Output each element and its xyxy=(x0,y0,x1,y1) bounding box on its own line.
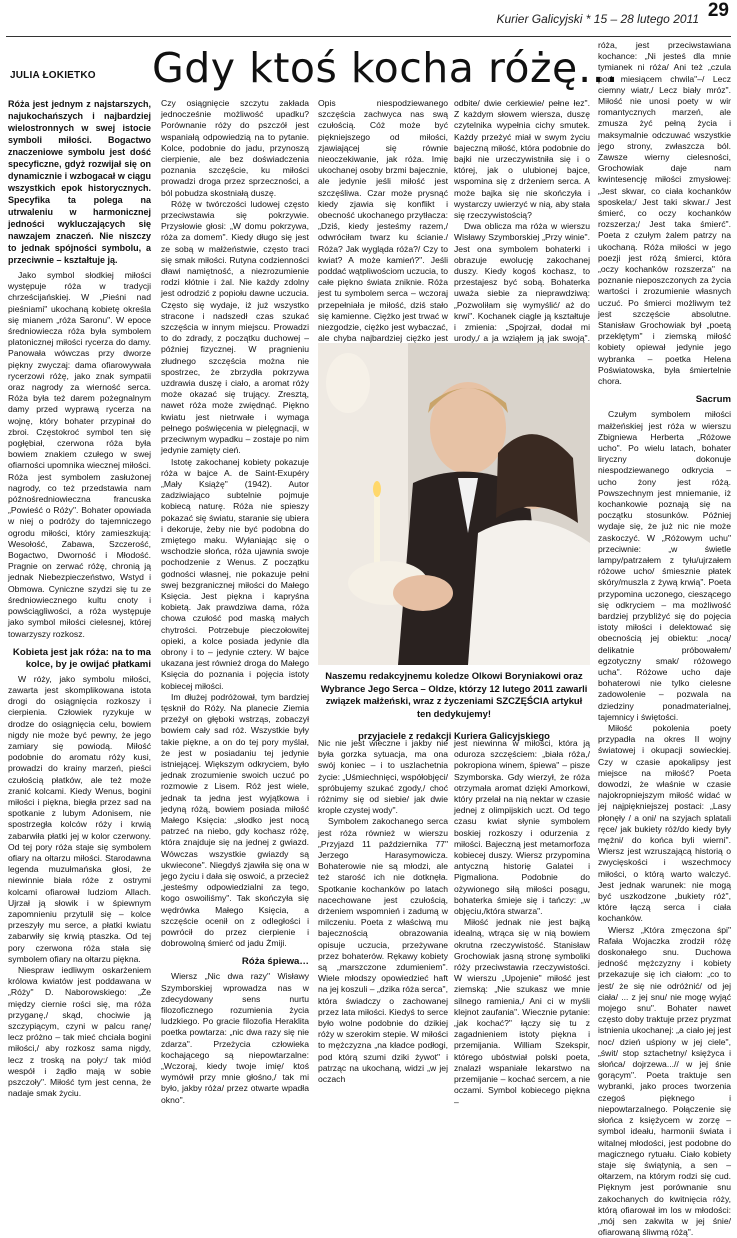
newspaper-header: Kurier Galicyjski * 15 – 28 lutego 2011 xyxy=(496,12,699,26)
paragraph: Istotę zakochanej kobiety pokazuje róża w bajce A. de Saint-Exupéry „Mały Książę" (1942). Autor zadziwiająco subtelnie pojmuje kobiecą naturę. Róża nie spieszy pokazać się światu, staranie się ubiera i dekoruje, żeby nie być podobna do zmiętego maku. Wyłaniając się o wschodzie słońca, róża ujawnia swoje pochodzenie z Wenus. Z początku godności własnej, nie pokazuje pełni swej bezgranicznej miłości do Małego Księcia. Jest piękna i kapryśna kobietą. Jak prawdziwa dama, róża chowa czułość pod maską małych chytrości. Potrzebuje pieczołowitej opieki, a kolce posiada jedynie dla obrony i to – jedynie cztery. W bajce ukazana jest również droga do Małego Księcia do poznania i pojęcia istoty kobiecej miłości. xyxy=(161,456,309,691)
paragraph: Czułym symbolem miłości małżeńskiej jest róża w wierszu Zbigniewa Herberta „Różowe ucho". Po wielu latach, bohater liryczny dokonuje niespodziewanego odkrycia – ucho żony jest różą. Powszechnym jest mniemanie, iż kochankowie poznają się na początku stosunków. Później wydaje się, że już nic nie może zaskoczyć. W „Różowym uchu" przeciwnie: „w świetle lampy/patrzałem z tyłu/ujrzałem różowe ucho/ śmiesznie płatek skóry/muszla z żywą krwią". Poeta przypomina uczonego, cieszącego się odkryciem – ma możliwość bardziej przybliżyć się do pojęcia istoty miłości i delektować się obecnością jej obiektu: „nocą/ delikatnie próbowałem/ egzotyczny smak/ różowego ucha". Różowe ucho daje bohaterowi nie tylko cielesne zadowolenie – pozwala na dziedziny ponadmaterialnej, tajemnicy i świętości. xyxy=(598,409,731,722)
paragraph: Nic nie jest wieczne i jakby nie była gorzka sytuacja, ma ona swój koniec – i to uszlachetnia życie: „Uśmiechnięci, współobjęci/ spróbujemy szukać zgody,/ choć różnimy się od siebie/ jak dwie krople czystej wody". xyxy=(318,738,448,816)
paragraph: Miłość jednak nie jest bajką idealną, wtrąca się w nią bowiem okrutna rzeczywistość. Stanisław Grochowiak jasną stronę symboliki róży przeciwstawia rzeczywistości. W wierszu „Upojenie" miłość jest ziemską: „Nie szukasz we mnie silnego ramienia,/ Ani ci w myśli klejnot zaufania". Wiecznie pytanie: „jak kochać?" łączy się tu z zagadnieniem istoty piękna i przemijania. William Szekspir, którego ubóstwiał polski poeta, znalazł wspaniałe lekarstwo na przemijanie – kochać sercem, a nie oczami. Symbol kobiecego piękna – xyxy=(454,917,590,1107)
paragraph: Dwa oblicza ma róża w wierszu Wisławy Szymborskiej „Przy winie". Jest ona symbolem bohaterki i obrazuje ewolucję zakochanej duszy. Kiedy kogoś kochasz, to przestajesz być sobą. Bohaterka uważa siebie za nieprawdziwą: „Pozwoliłam się wymyślić/ aż do krwi". Kochanek ciągle ją kształtuje i zmienia: „Spojrzał, dodał mi urody,/ a ja wziąłem ją jak swoją". xyxy=(454,221,590,344)
paragraph: Miłość pokolenia poety przypadła na okres II wojny światowej i okupacji sowieckiej. Czy w czasie apokalipsy jest miejsce na miłość? Poeta dowodzi, że właśnie w czasie najokropniejszym miłość widać w jej najpiękniejszej postaci: „Lasy płonęły / a oni/ na szyjach splatali ręce/ jak bukiety róż/do kiedy były mężni/ do końca byli wierni". Wiersz jest wzruszającą historią o zwycięskości i wszechmocy miłości, o którą warto walczyć. Jest jednak warunek: nie mogą być uszkodzone „bukiety róż", które łączą serca i ciała kochanków. xyxy=(598,722,731,924)
paragraph: Różę w twórczości ludowej często przeciwstawia się pokrzywie. Przysłowie głosi: „W domu pokrzywa, róża za domem". Kiedy długo się jest ze sobą w małżeństwie, często traci się smak miłości. Rutyna codzienności dławi namiętność, a niezrozumienie rodzi kłótnie i żal. Nie każdy zdolny jest odrodzić z popiołu dawne uczucia. Często się wydaje, iż już wszystko stracone i nadszedł czas szukać szczęścia w innym miejscu. Prowadzi to do zdrady, z początku duchowej – później fizycznej. W pragnieniu złudnego szczęścia można nie spostrzec, że zbrzydła pokrzywa uzdrawia duszę i ciało, a aromat róży może okazać się trujący. Zresztą, nawet róża może zwiędnąć. Piękno kwiatu jest nietrwałe i wymaga pełnego poświęcenia w pielęgnacji, w przeciwnym wypadku – zostaje po nim jedynie zamięty cień. xyxy=(161,198,309,456)
paragraph: Opis niespodziewanego szczęścia zachwyca nas swą czułością. Cóż może być piękniejszego od miłości, zjawiającej się równie nieoczekiwanie, jak róża. Imię ukochanej osoby brzmi bajecznie, ale jedynie jeśli miłość jest szczęśliwa. Czar może prysnąć kiedy zjawia się konflikt i obecność ukochanego przytłacza: „Dziś, kiedy jesteśmy razem,/ odwróciłam twarz ku ścianie./ Róża? Jak wygląda róża?/ Czy to kwiat? A może kamień?". Jeśli poddać wątpliwościom uczucia, to całe piękno świata zniknie. Róża jest tu symbolem serca – wczoraj przepełniała je miłość, dziś stało się kamienne. Ciężko jest trwać w niezgodzie, ciężko jest wybaczać, ale chyba najbardziej ciężko jest xyxy=(318,98,448,344)
subheading: Kobieta jest jak róża: na to ma kolce, by je owijać płatkami xyxy=(12,646,151,670)
column-4-top xyxy=(454,98,590,344)
subheading: Róża śpiewa… xyxy=(241,956,309,968)
paragraph: róża, jest przeciwstawiana kochance: „Ni jesteś dla mnie tymianek ni róża/ Ani też „czula pod miesiącem chwila"–/ Lecz ciemny wiatr,/ Lecz biały mróz". Miłość nie unosi poety w wir romantycznych marzeń, ale zmusza żyć pełną życia i maksymalnie odczuwać wszystkie jego strony, zwłaszcza ból. Zawsze wierny cielesności, Grochowiak daje nam kwintesencję miłości zmysłowej: „Jest skwar, co ciała kochanków sposkela;/ Jest taki skwar./ Jest śmierć, co oczy kochanków rozszerza;/ Jest taka śmierć". Poeta z czułym żalem patrzy na ukochaną. Róża miłości w jego poezji jest różą śmierci, która „oczy kochanków rozszerza" na poznanie nieposzczonych za życia wartości i zrozumienie własnych uczuć. Po śmierci możliwym też jest szczęście absolutne. Stanisław Grochowiak był „poetą przeklętym" i ziemską miłość kobiety opiewał jedynie jego wybranka – poetka Helena Poświatowska, była śmiertelnie chora. xyxy=(598,40,731,387)
article-title: Gdy ktoś kocha różę… xyxy=(152,44,620,92)
paragraph: Im dłużej podróżował, tym bardziej tęsknił do Róży. Na planecie Ziemia przeżył on głęboki wstrząs, zobaczył bowiem cały sad róż. Wszystkie były takie piękne, a on do tej pory myślał, że jest w posiadaniu tej jedynie istniejącej. Większym odkryciem, było jednak zrozumienie swoich uczuć po rozmowie z Lisem. Róż jest wiele, jednak ta jedna jest wyjątkowa i jedyną różą, bowiem posiada miłość Małego Księcia: „słodko jest nocą patrzeć na niebo, gdy kochasz różę, która znajduje się na jednej z gwiazd. Wówczas wszystkie gwiazdy są ukwiecone". Niegdyś zjawiła się ona w jego życiu i dała się oswoić, a przecież „jesteśmy odpowiedzialni za tego, kogo oswoiliśmy". Tak skończyła się wędrówka Małego Księcia, a szczęście ocenił on z odległości i powrócił do przez cierpienie i dobrowolną śmierć od jadu Żmiji. xyxy=(161,691,309,949)
subheading: Sacrum xyxy=(695,394,731,406)
article-lead: Róża jest jednym z najstarszych, najukochańszych i najbardziej wielostronnych w swej istocie symboli miłości. Bogactwo znaczeniowe symbolu jest dość specyficzne, gdyż rozwijał się on dynamicznie i wzbogacał w ciągu wszystkich epok historycznych. Specyfika ta polega na utrwaleniu w harmonicznej jedności wykluczających się nawzajem znaczeń. Nie niszczy to jednak spójności symbolu, a przeciwnie – kształtuje ją. xyxy=(8,99,151,265)
photo-caption xyxy=(318,670,590,743)
paragraph: Wiersz „Nic dwa razy" Wisławy Szymborskiej wprowadza nas w zdecydowany sens nurtu filozoficznego rozumienia życia ludzkiego. Po gracie filozofia Heraklita poetka powtarza: „nic dwa razy się nie zdarza". Przeżycia człowieka kochającego są niepowtarzalne: „Wczoraj, kiedy twoje imię/ ktoś wymówił przy mnie głośno,/ tak mi było, jakby róża/ przez otwarte wpadła okno". xyxy=(161,971,309,1105)
paragraph: jest niewinna w miłości, która ją oduroza szczęściem: „biała róża,/ pokropiona winem, śpiewa" – pisze Szymborska. Gdy wierzył, że róża otrzymała aromat dzięki Amorkowi, który przelał na nią nektar w czasie jednej z olimpijskich uczt. Od tego czasu kwiat słynie symbolem boskiej rozkoszy i odurzenia z miłości. Bajeczną jest metamorfoza kobiecej duszy. Wiersz przypomina antyczną historię Galatei i Pigmaliona. Podobnie do ożywionego siłą miłości posągu, bohaterka śmieje się i tańczy: „w objęciu,/która stwarza". xyxy=(454,738,590,917)
author-name: JULIA ŁOKIETKO xyxy=(10,70,96,81)
paragraph: Wiersz „Która zmęczona śpi" Rafała Wojaczka zrodził różę doskonałego snu. Duchowa jedność mężczyzny i kobiety przekazuje się ich ciałom: „co to jest/ że się nie odróżnić/ od jej ciała/ ... z jej snu/ nie mogę wyjąć mojego snu". Bohater nawet często doby traktuje przez pryzmat istnienia ukochanej: „a ciało jej jest noc/ dzień uśpiony w jej ciele", „świt/ stop sztachetny/ księżyca i słońca/ dojrzewa...// w jej śnie gorącym". Poeta traktuje sen wybranki, jako proces tworzenia czegoś pięknego i niepowtarzalnego. Połączenie się słońca z księżycem w zorzę – symbol ideału, harmonii świata i witalnej młodości, jest podobne do magicznego rytuału. Ciało kobiety staje się świątynią, a sen – ołtarzem, na którym rodzi się cud. Pięknym jest porównanie snu zakochanych do kwitnięcia róży, którą ofiarował im los w młodości: „mój sen zakwita w jej śnie/ ofiarowaną śliwmą różą". xyxy=(598,924,731,1238)
header-rule xyxy=(6,36,731,37)
column-3-top xyxy=(318,98,448,344)
paragraph: Niespraw iedliwym oskarżeniem królowa kwiatów jest poddawana w „Róży" D. Naborowskiego: „Że między ciernie rości się, ma róża przyganę,/ skąd, chociwie ją szczypiącym, czyni w palcu ranę/ lecz próżno – tak mieć chciała bogini miłości,/ aby rozkosz sama nigdy, lecz z troską na poły:/ tak miód wespół i żądło mają w sobie pszczoły". Miłość tym jest cenna, że nadaje smak życiu. xyxy=(8,964,151,1099)
column-5 xyxy=(598,40,731,1238)
column-3-bottom xyxy=(318,738,448,1100)
caption-signature: przyjaciele z redakcji Kuriera Galicyjskiego xyxy=(358,730,550,742)
paragraph: odbite/ dwie cerkiewie/ pełne łez". Z każdym słowem wiersza, duszę czytelnika wypełnia cichy smutek. Każdy przeżyć miał w swym życiu bajeczną miłość, która podobnie do bajki nie urzeczywistniła się i o której, jak o ulubionej bajce, wspomina się z drżeniem serca. A może bajka się nie skończyła i wystarczy uwierzyć w nią, aby stała się rzeczywistością? xyxy=(454,98,590,221)
column-1 xyxy=(8,98,151,1100)
paragraph: Jako symbol słodkiej miłości występuje róża w tradycji chrześcijańskiej. W „Pieśni nad pieśniami" ukochaną kobietę określa się mianem „róża Saronu". W epoce średniowiecza róża była symbolem platonicznej miłości rycerza do damy. Panowała wówczas przy dworze piękny zwyczaj: dama ofiarowywała rycerzowi różę, jako znak sympatii oraz nagrody za wierność serca. Róża była też darem pożegnalnym damy przed wyprawą rycerza na wojnę, który bohater przypinał do zbroi. Częstokroć symbol ten się pogłębiał, czerwona róża była bowiem znakiem czułego w swej ofiarności upomnika wiecznej miłości. Róża jest symbolem zasłużonej nagrody, co też przedstawia nam późnośredniowieczna francuska „Powieść o Róży". Bohater opowiada w niej o podróży do tajemniczego ogrodu miłości, który zamieszkują: Wesołość, Zabawa, Szczerość, Bogactwo, Dworność i Młodość. Pragnie on zerwać różę, chronią ją jednak Niebezpieczeństwo, Wstyd i Obmowa. Cyniczne szydzi się tu ze średniowiecznego kultu cnoty i powściągliwości, a róża występuje jako symbol miłości cielesnej, której towarzyszy rozkosz. xyxy=(8,270,151,639)
caption-dedication: Naszemu redakcyjnemu koledze Olkowi Boryniakowi oraz Wybrance Jego Serca – Oldze, którzy 12 lutego 2011 zawarli związek małżeński, wraz z życzeniami SZCZĘŚCIA artykuł ten dedykujemy! xyxy=(320,670,588,719)
column-2 xyxy=(161,98,309,1105)
page-number: 29 xyxy=(707,0,729,21)
paragraph: Czy osiągnięcie szczytu zakłada jednocześnie możliwość upadku? Porównanie róży do pszczół jest wspaniałą odpowiedzią na to pytanie. Kolce, podobnie do jadu, przynoszą cierpienie, ale bez doświadczenia poznania szczęście, ku miłości prowadzi droga przez sprzeczności, a ból pobudza skostniałą duszę. xyxy=(161,98,309,198)
wedding-photo-illustration xyxy=(318,343,590,665)
wedding-photo xyxy=(318,343,590,665)
column-4-bottom xyxy=(454,738,590,1107)
paragraph: Symbolem zakochanego serca jest róża również w wierszu „Przyjazd 11 października 77" Jerzego Harasymowicza. Bohaterowie nie są młodzi, ale też starość ich nie dotknęła. Spotkanie kochanków po latach nacechowane jest czułością, drżeniem wspomnień i zadumą w milczeniu. Poeta z właściwą mu bajecznością obrazowania opisuje uczucia, przeżywane przez bohaterów. Rękawy kobiety są „marszczone zdumieniem". Wiele młodszy opowiedzieć haft na jej koszuli – „dzika róża serca", która świadczy o zachowanej przez lata miłości. Kiedyś to serce było wolne podobnie do dzikiej róży w szerokim stepie. W miłości to mężczyzna „na kładce podłogi, pod którą szumi dziki żywot" i patrząc na ukochaną, widzi „w jej oczach xyxy=(318,816,448,1085)
paragraph: W róży, jako symbolu miłości, zawarta jest skomplikowana istota drogi do osiągnięcia rozkoszy i cierpienia. Człowiek ryzykuje w drodze do osiągnięcia celu, bowiem nigdy nie może być pewny, że jego zamiary się powiodą. Miłość podobnie do aromatu róży kusi, prowadzi do krainy marzeń, pieści czułością płatków, ale też może zranić kolcami. Kiedy Wenus, bogini miłości i piękna, biegła przez sad na spotkanie z lubym Adonisem, nie spostrzegła kolców róży i krwią zabarwiła płatki jej w kolor czerwony. Od tej pory róża staje się symbolem ofiary na ołtarzu miłości. Starodawna legenda muzułmańska głosi, że niewinnie biała róże z ostrymi kolcami ofiarował ludziom Allach. Ujrzał ją słowik i w śpiewnym zapomnieniu przytulił się – kolce przeszyły mu serce, a płatki kwiatu zabarwiły się krwią ptaszka. Od tej pory czerwona róża stała się symbolem ofiary na ołtarzu piękna. xyxy=(8,673,151,964)
